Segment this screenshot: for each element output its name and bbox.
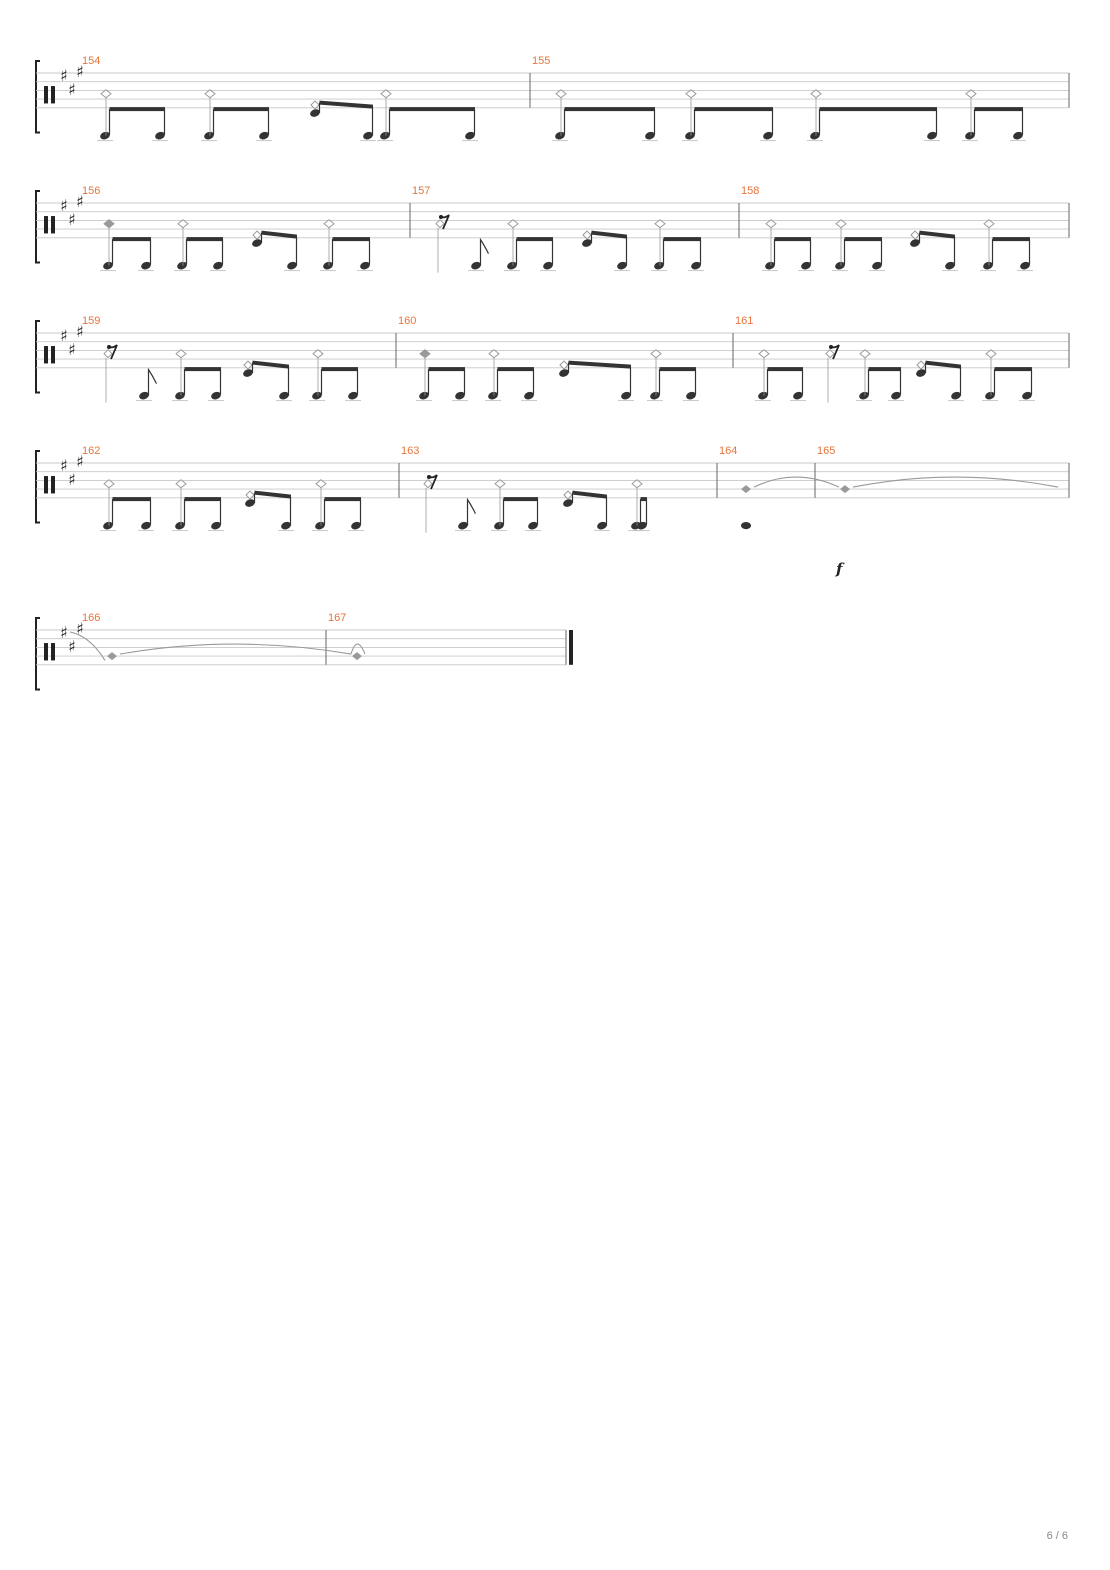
beam [845,237,883,241]
tie [351,644,365,654]
percussion-clef [44,86,48,103]
beam [322,367,359,371]
beam [768,367,804,371]
note-flag [149,370,157,396]
beam [498,367,535,371]
hihat-note [381,90,391,98]
beam [565,107,656,111]
hihat-note [836,220,846,228]
rest-dot [427,475,431,479]
measure-number: 162 [82,445,101,457]
percussion-clef [51,216,55,233]
beam [517,237,554,241]
staff-system [36,55,1069,141]
dynamic-marking: f [836,560,843,578]
beam [390,107,476,111]
beam [993,237,1031,241]
hihat-note [324,220,334,228]
rest-dot [829,345,833,349]
sharp-sign: ♯ [76,322,84,341]
beam [185,367,222,371]
staff-system [36,185,1069,273]
sharp-sign: ♯ [68,470,76,489]
final-barline [569,630,573,665]
percussion-clef [44,643,48,660]
measure-number: 166 [82,612,101,624]
beam [110,107,166,111]
hihat-note [984,220,994,228]
measure-number: 158 [741,185,760,197]
hihat-note [655,220,665,228]
measure-number: 160 [398,315,417,327]
sharp-sign: ♯ [68,637,76,656]
measure-number: 164 [719,445,738,457]
sharp-sign: ♯ [76,192,84,211]
beam [185,497,222,501]
sharp-sign: ♯ [60,456,68,475]
percussion-clef [51,643,55,660]
beam [187,237,224,241]
sharp-sign: ♯ [76,619,84,638]
hihat-note [436,220,444,228]
measure-number: 161 [735,315,754,327]
sharp-sign: ♯ [60,326,68,345]
beam [113,237,152,241]
beam [820,107,938,111]
hihat-note [632,480,642,488]
hihat-note [766,220,776,228]
beam [660,367,697,371]
sharp-sign: ♯ [76,62,84,81]
beam [695,107,774,111]
note-flag [468,500,476,526]
hihat-note [420,350,430,358]
hihat-note [178,220,188,228]
percussion-clef [51,86,55,103]
tie [120,644,351,654]
sharp-sign: ♯ [68,340,76,359]
percussion-clef [44,476,48,493]
hihat-note [205,90,215,98]
hihat-note [651,350,661,358]
beam [504,497,539,501]
sharp-sign: ♯ [68,80,76,99]
system-bracket [36,451,40,523]
cymbal-note [107,652,117,660]
measure-number: 157 [412,185,431,197]
kick-note [741,522,751,529]
percussion-clef [44,346,48,363]
hihat-note [556,90,566,98]
percussion-clef [44,216,48,233]
measure-number: 156 [82,185,101,197]
sharp-sign: ♯ [68,210,76,229]
note-flag [481,240,489,266]
rest-dot [107,345,111,349]
systems [36,55,1069,690]
cymbal-note [741,485,751,493]
cymbal-note [352,652,362,660]
tie [754,477,839,487]
percussion-clef [51,476,55,493]
hihat-note [101,90,111,98]
measure-number: 159 [82,315,101,327]
hihat-note [176,480,186,488]
beam [869,367,902,371]
hihat-note [104,220,114,228]
hihat-note [316,480,326,488]
sharp-sign: ♯ [60,66,68,85]
staff-system [36,315,1069,403]
hihat-note [176,350,186,358]
hihat-note [313,350,323,358]
staff-system [36,445,1069,578]
system-bracket [36,191,40,263]
hihat-note [860,350,870,358]
beam [975,107,1024,111]
beam [775,237,812,241]
system-bracket [36,321,40,393]
hihat-note [489,350,499,358]
sharp-sign: ♯ [76,452,84,471]
page-indicator: 6 / 6 [1046,1530,1068,1542]
beam [333,237,371,241]
staff-system [36,612,573,690]
hihat-note [686,90,696,98]
tie [853,477,1058,487]
rest-dot [439,215,443,219]
hihat-note [811,90,821,98]
measure-number: 167 [328,612,347,624]
beam [995,367,1033,371]
hihat-note [424,480,432,488]
beam [113,497,152,501]
hihat-note [986,350,996,358]
measure-number: 165 [817,445,836,457]
hihat-note [508,220,518,228]
sharp-sign: ♯ [60,196,68,215]
system-bracket [36,61,40,133]
sharp-sign: ♯ [60,623,68,642]
beam [325,497,362,501]
hihat-note [495,480,505,488]
hihat-note [966,90,976,98]
cymbal-note [840,485,850,493]
hihat-note [104,350,112,358]
beam [664,237,702,241]
hihat-note [826,350,834,358]
beam [641,497,648,501]
measure-number: 163 [401,445,420,457]
measure-number: 155 [532,55,551,67]
measure-number: 154 [82,55,101,67]
beam [429,367,466,371]
percussion-clef [51,346,55,363]
beam [214,107,270,111]
hihat-note [759,350,769,358]
hihat-note [104,480,114,488]
system-bracket [36,618,40,690]
